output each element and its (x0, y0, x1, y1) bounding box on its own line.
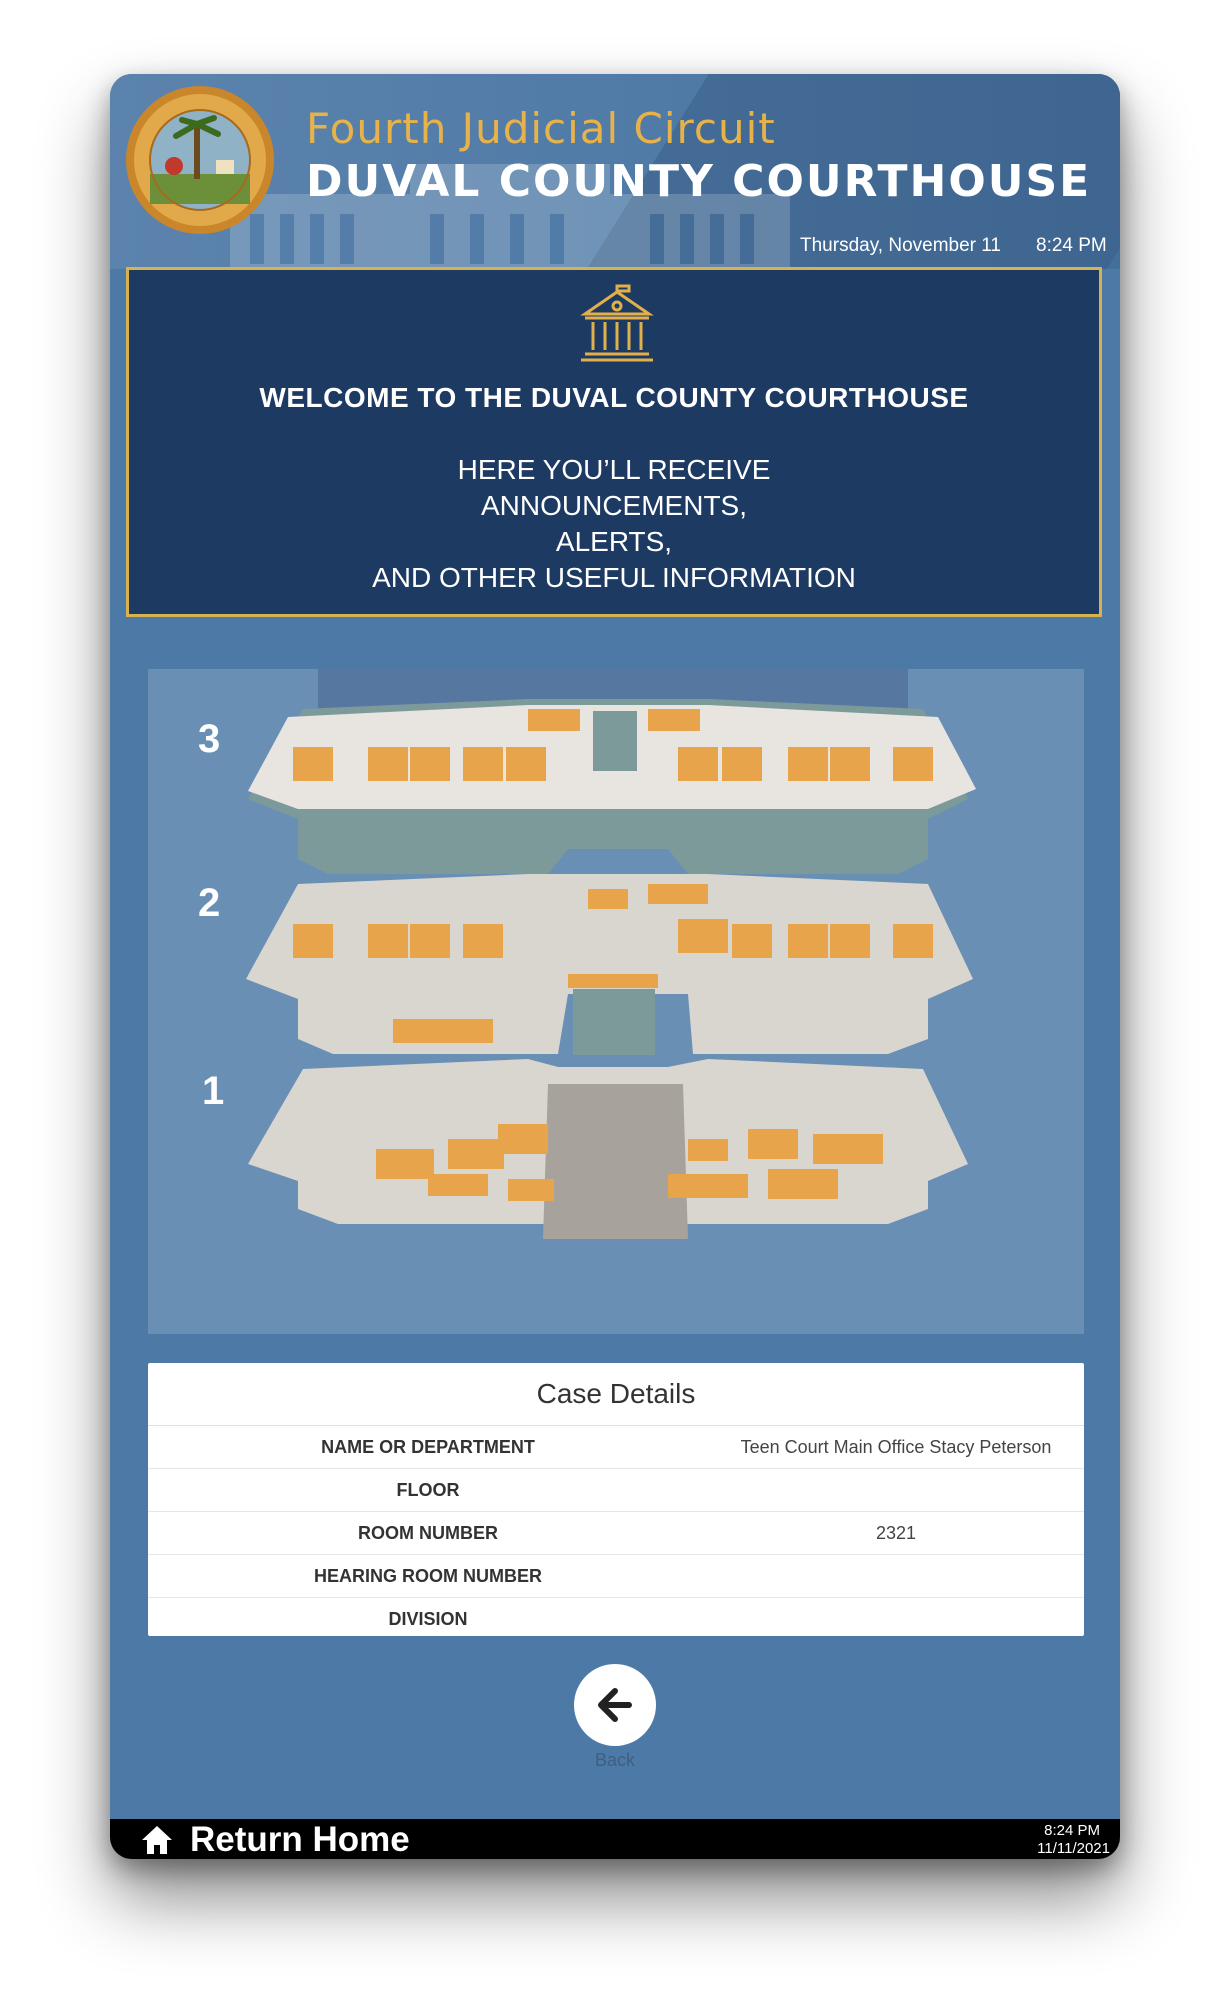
floor-map-graphic (148, 669, 1084, 1334)
row-label: ROOM NUMBER (358, 1523, 498, 1543)
footer-time: 8:24 PM (1044, 1822, 1100, 1839)
table-row (148, 1512, 1084, 1555)
floor-3-plan (248, 699, 976, 874)
floor-label-2: 2 (198, 881, 221, 925)
floor-1-plan (248, 1059, 968, 1239)
return-home-button[interactable]: Return Home (190, 1820, 410, 1859)
case-details-title: Case Details (148, 1363, 1084, 1426)
table-row (148, 1555, 1084, 1598)
header-date: Thursday, November 11 (800, 235, 1001, 256)
courthouse-icon (579, 284, 655, 364)
row-label: NAME OR DEPARTMENT (321, 1437, 535, 1457)
welcome-line: AND OTHER USEFUL INFORMATION (372, 562, 856, 593)
footer-bar (110, 1819, 1120, 1859)
welcome-line: ALERTS, (555, 526, 673, 557)
floor-map[interactable] (148, 669, 1084, 1334)
back-label: Back (594, 1750, 636, 1770)
row-value: 2321 (875, 1523, 917, 1543)
table-row (148, 1426, 1084, 1469)
kiosk-screen (110, 74, 1120, 1859)
row-label: HEARING ROOM NUMBER (314, 1566, 542, 1586)
circuit-name: Fourth Judicial Circuit (306, 104, 776, 153)
footer-date: 11/11/2021 (1037, 1840, 1110, 1857)
table-row (148, 1469, 1084, 1512)
row-label: DIVISION (388, 1609, 468, 1629)
header (110, 74, 1120, 269)
case-details-table (148, 1363, 1084, 1636)
arrow-left-icon (595, 1685, 635, 1725)
back-button[interactable] (574, 1664, 656, 1746)
floor-label-1: 1 (202, 1069, 225, 1113)
home-icon[interactable] (140, 1824, 174, 1856)
welcome-line: HERE YOU’LL RECEIVE (457, 454, 771, 485)
courthouse-name: DUVAL COUNTY COURTHOUSE (306, 156, 1092, 207)
welcome-panel (126, 267, 1102, 617)
welcome-heading: WELCOME TO THE DUVAL COUNTY COURTHOUSE (259, 382, 969, 413)
welcome-line: ANNOUNCEMENTS, (480, 490, 747, 521)
table-row (148, 1598, 1084, 1640)
row-label: FLOOR (396, 1480, 460, 1500)
header-time: 8:24 PM (1036, 235, 1107, 256)
row-value: Teen Court Main Office Stacy Peterson (740, 1437, 1052, 1457)
floor-label-3: 3 (198, 717, 221, 761)
floor-2-plan (246, 874, 973, 1055)
seal-logo (124, 84, 276, 236)
